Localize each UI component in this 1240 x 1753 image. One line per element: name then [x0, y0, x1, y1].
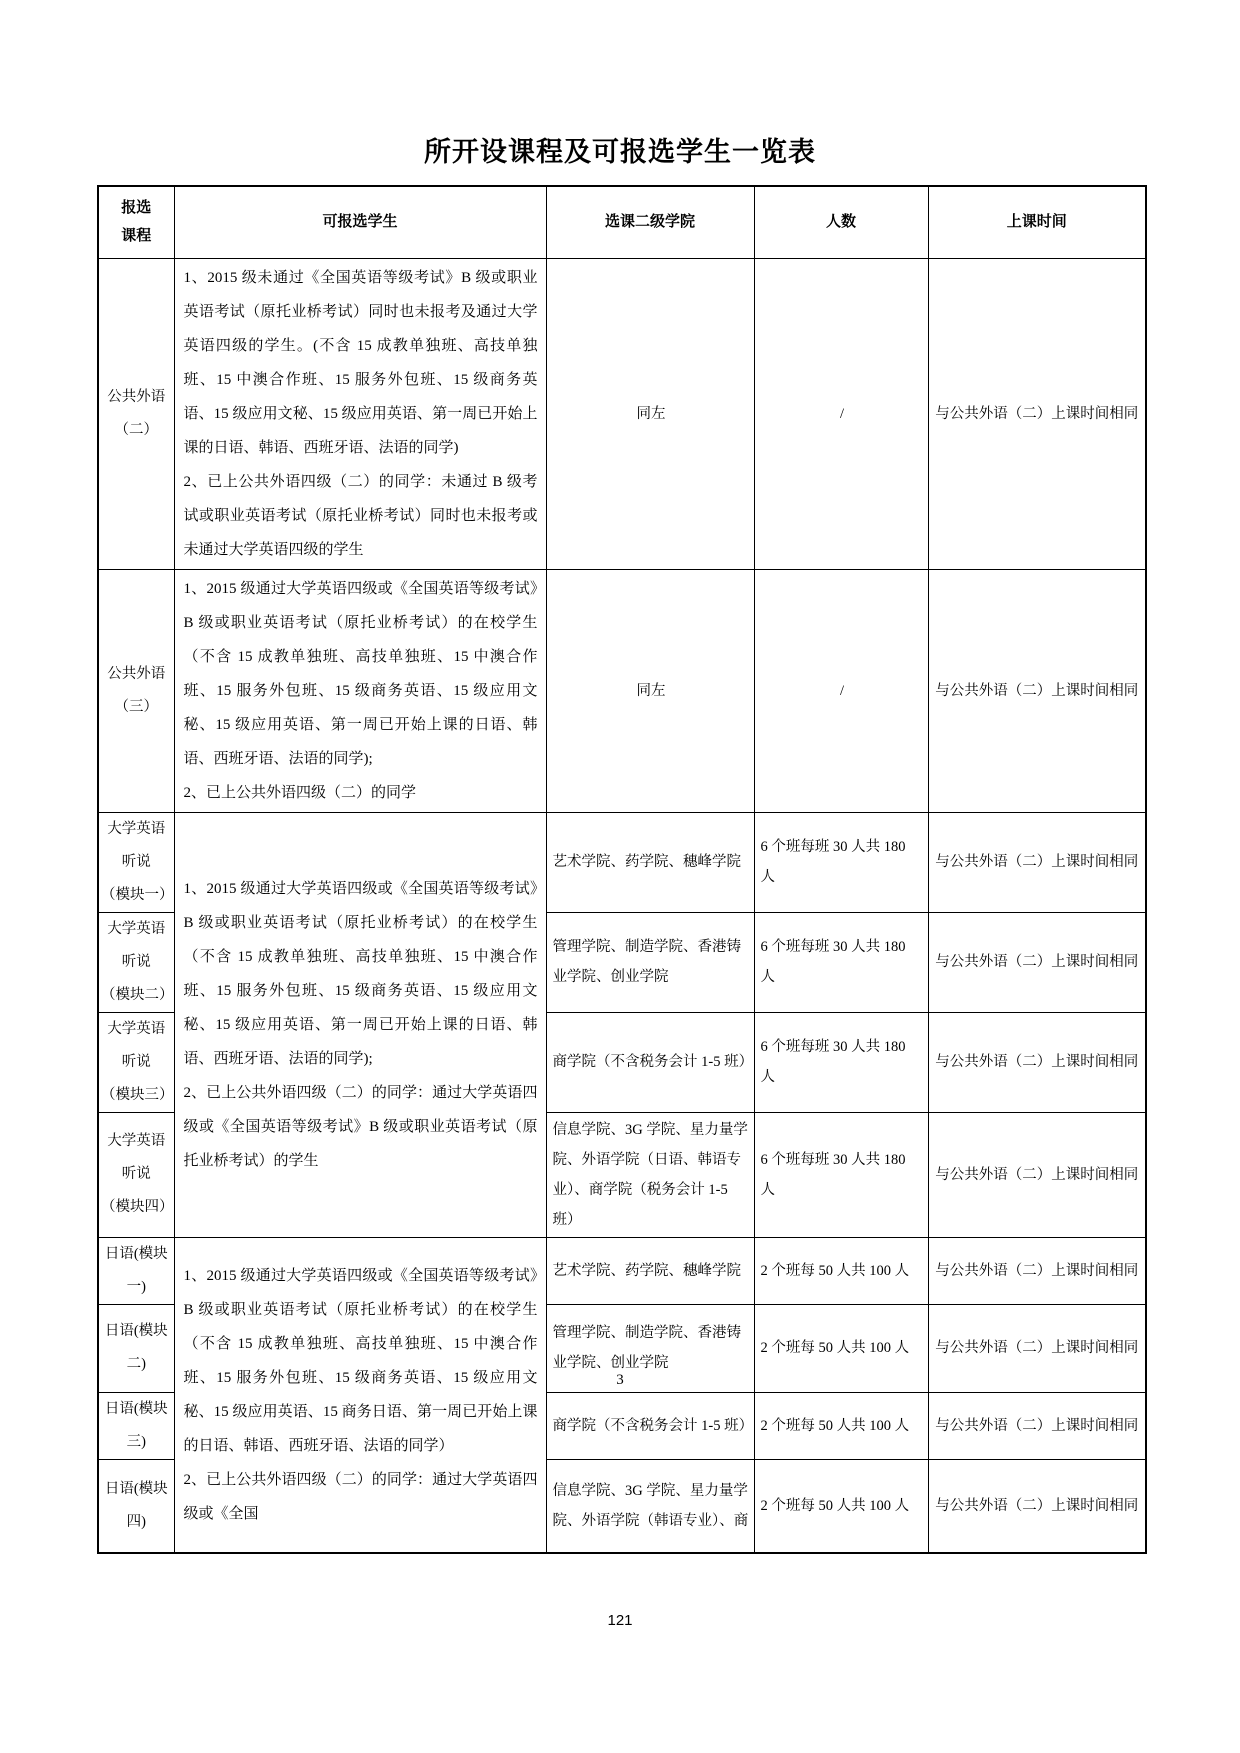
course-name-line2: （模块一） [101, 886, 174, 903]
course-name-line2: （模块三） [101, 1086, 174, 1103]
course-name-cell: 日语(模块四) [98, 1459, 174, 1553]
page-title: 所开设课程及可报选学生一览表 [424, 137, 816, 167]
college-cell: 艺术学院、药学院、穗峰学院 [546, 812, 754, 912]
students-cell-merged [174, 1237, 546, 1553]
course-name-line2: （模块二） [101, 986, 174, 1003]
time-cell: 与公共外语（二）上课时间相同 [928, 1392, 1146, 1459]
table-row [98, 812, 1146, 912]
students-cell-merged [174, 812, 546, 1237]
course-name-cell [98, 258, 174, 569]
table-row [98, 258, 1146, 569]
students-paragraph-2: 2、已上公共外语四级（二）的同学：通过大学英语四级或《全国 [183, 1471, 538, 1522]
college-cell: 艺术学院、药学院、穗峰学院 [546, 1237, 754, 1304]
students-paragraph-1: 1、2015 级通过大学英语四级或《全国英语等级考试》B 级或职业英语考试（原托业桥考试）的在校学生（不含 15 成教单独班、高技单独班、15 中澳合作班、15 服务外包班、15 级商务英语、15 级应用文秘、15 级应用英语、15 商务日语、第一周已开始上课的日语、韩语、西班牙语、法语的同学） [183, 1267, 538, 1454]
time-cell: 与公共外语（二）上课时间相同 [928, 569, 1146, 812]
time-cell: 与公共外语（二）上课时间相同 [928, 1459, 1146, 1553]
count-cell: 6 个班每班 30 人共 180 人 [754, 912, 928, 1012]
course-name-line1: 大学英语听说 [107, 1133, 166, 1182]
course-name-cell [98, 812, 174, 912]
students-paragraph-1: 1、2015 级未通过《全国英语等级考试》B 级或职业英语考试（原托业桥考试）同时也未报考及通过大学英语四级的学生。(不含 15 成教单独班、高技单独班、15 中澳合作班、15 服务外包班、15 级商务英语、15 级应用文秘、15 级应用英语、第一周已开始上课的日语、韩语、西班牙语、法语的同学) [183, 269, 538, 456]
students-paragraph-1: 1、2015 级通过大学英语四级或《全国英语等级考试》B 级或职业英语考试（原托业桥考试）的在校学生（不含 15 成教单独班、高技单独班、15 中澳合作班、15 服务外包班、15 级商务英语、15 级应用文秘、15 级应用英语、第一周已开始上课的日语、韩语、西班牙语、法语的同学); [183, 880, 538, 1067]
table-row [98, 1237, 1146, 1304]
table-row [98, 569, 1146, 812]
count-cell: 2 个班每 50 人共 100 人 [754, 1392, 928, 1459]
students-paragraph-2: 2、已上公共外语四级（二）的同学：未通过 B 级考试或职业英语考试（原托业桥考试）同时也未报考或未通过大学英语四级的学生 [183, 473, 538, 558]
time-cell: 与公共外语（二）上课时间相同 [928, 912, 1146, 1012]
college-cell: 信息学院、3G 学院、星力量学院、外语学院（韩语专业）、商 [546, 1459, 754, 1553]
header-students: 可报选学生 [174, 186, 546, 258]
students-cell [174, 569, 546, 812]
course-name-line2: （模块四） [101, 1199, 174, 1215]
time-cell: 与公共外语（二）上课时间相同 [928, 1237, 1146, 1304]
time-cell: 与公共外语（二）上课时间相同 [928, 1112, 1146, 1237]
college-cell: 信息学院、3G 学院、星力量学院、外语学院（日语、韩语专业）、商学院（税务会计 1-5 班） [546, 1112, 754, 1237]
college-cell: 同左 [546, 569, 754, 812]
college-cell: 管理学院、制造学院、香港铸业学院、创业学院 [546, 1304, 754, 1392]
time-cell: 与公共外语（二）上课时间相同 [928, 1304, 1146, 1392]
course-name-cell: 日语(模块一) [98, 1237, 174, 1304]
header-time: 上课时间 [928, 186, 1146, 258]
time-cell: 与公共外语（二）上课时间相同 [928, 258, 1146, 569]
course-name-line2: （三） [114, 698, 158, 715]
count-cell: 6 个班每班 30 人共 180 人 [754, 812, 928, 912]
college-cell: 同左 [546, 258, 754, 569]
college-cell: 商学院（不含税务会计 1-5 班） [546, 1012, 754, 1112]
count-cell: 2 个班每 50 人共 100 人 [754, 1237, 928, 1304]
header-count: 人数 [754, 186, 928, 258]
course-name-cell [98, 1012, 174, 1112]
header-course-line2: 课程 [121, 227, 152, 245]
students-paragraph-2: 2、已上公共外语四级（二）的同学 [183, 784, 417, 801]
college-cell: 管理学院、制造学院、香港铸业学院、创业学院 [546, 912, 754, 1012]
table-header-row [98, 186, 1146, 258]
course-name-line2: （二） [114, 421, 158, 438]
course-name-cell [98, 1112, 174, 1237]
course-name-cell: 日语(模块三) [98, 1392, 174, 1459]
time-cell: 与公共外语（二）上课时间相同 [928, 1012, 1146, 1112]
header-college: 选课二级学院 [546, 186, 754, 258]
count-cell: 2 个班每 50 人共 100 人 [754, 1459, 928, 1553]
course-name-line1: 大学英语听说 [107, 1020, 166, 1070]
count-cell: / [754, 569, 928, 812]
course-name-line1: 大学英语听说 [107, 920, 166, 970]
page-number: 121 [607, 1612, 633, 1629]
count-cell: / [754, 258, 928, 569]
time-cell: 与公共外语（二）上课时间相同 [928, 812, 1146, 912]
course-table [97, 185, 1147, 1554]
course-name-line1: 大学英语听说 [107, 820, 166, 870]
course-name-cell: 日语(模块二) [98, 1304, 174, 1392]
header-course [98, 186, 174, 258]
count-cell: 2 个班每 50 人共 100 人 [754, 1304, 928, 1392]
students-cell [174, 258, 546, 569]
count-cell: 6 个班每班 30 人共 180 人 [754, 1012, 928, 1112]
course-name-cell [98, 569, 174, 812]
count-cell: 6 个班每班 30 人共 180 人 [754, 1112, 928, 1237]
students-paragraph-1: 1、2015 级通过大学英语四级或《全国英语等级考试》B 级或职业英语考试（原托业桥考试）的在校学生（不含 15 成教单独班、高技单独班、15 中澳合作班、15 服务外包班、15 级商务英语、15 级应用文秘、15 级应用英语、第一周已开始上课的日语、韩语、西班牙语、法语的同学); [183, 580, 538, 767]
college-cell: 商学院（不含税务会计 1-5 班） [546, 1392, 754, 1459]
course-name-cell [98, 912, 174, 1012]
table-page-note: 3 [616, 1372, 624, 1388]
course-name-line1: 公共外语 [107, 388, 166, 405]
header-course-line1: 报选 [121, 199, 152, 217]
course-name-line1: 公共外语 [107, 665, 166, 682]
students-paragraph-2: 2、已上公共外语四级（二）的同学：通过大学英语四级或《全国英语等级考试》B 级或职业英语考试（原托业桥考试）的学生 [183, 1084, 538, 1169]
